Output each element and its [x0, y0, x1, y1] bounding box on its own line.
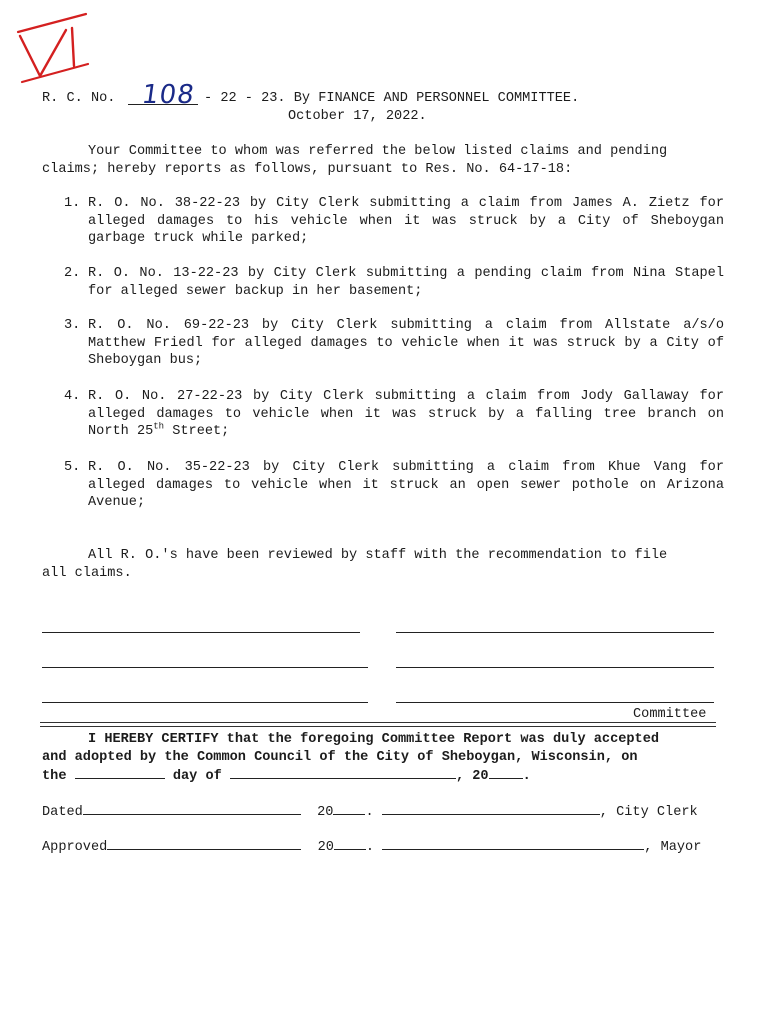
- rc-suffix: - 22 - 23. By FINANCE AND PERSONNEL COMMITTEE.: [204, 91, 580, 106]
- report-date: October 17, 2022.: [288, 109, 427, 124]
- signature-line-left-1: [42, 632, 360, 633]
- mayor-signature-blank: [382, 837, 644, 850]
- claim-text: R. O. No. 13-22-23 by City Clerk submitting a pending claim from Nina Stapel for alleged sewer backup in her basement;: [88, 266, 724, 299]
- claim-text: R. O. No. 38-22-23 by City Clerk submitting a claim from James A. Zietz for alleged damages to his vehicle when it was struck by a City of Sheboygan garbage truck while parked;: [88, 196, 724, 246]
- mayor-label: , Mayor: [644, 840, 702, 855]
- approved-year-blank: [334, 837, 366, 850]
- claim-number: 4.: [64, 389, 81, 404]
- certify-line-1: I HEREBY CERTIFY that the foregoing Committee Report was duly accepted: [88, 732, 660, 747]
- certify-period: .: [522, 769, 531, 784]
- claim-number: 1.: [64, 196, 81, 211]
- city-clerk-signature-blank: [382, 802, 600, 815]
- approved-blank: [107, 837, 301, 850]
- approved-period: .: [365, 840, 375, 855]
- approved-year: 20: [317, 840, 334, 855]
- approved-row: [42, 837, 701, 857]
- day-blank: [75, 766, 165, 779]
- year-blank: [489, 766, 523, 779]
- claim-text-main: R. O. No. 27-22-23 by City Clerk submitting a claim from Jody Gallaway for alleged damages to vehicle when it was struck by a falling tree branch on North 25: [88, 389, 724, 439]
- divider-rule-top: [40, 722, 716, 723]
- certify-comma-20: , 20: [455, 769, 489, 784]
- signature-line-right-3: [396, 702, 714, 703]
- dated-period: .: [365, 805, 374, 820]
- certify-the: the: [42, 769, 67, 784]
- claim-number: 3.: [64, 318, 81, 333]
- rc-number-underline: [128, 104, 198, 105]
- signature-line-left-3: [42, 702, 368, 703]
- certify-line-2: and adopted by the Common Council of the City of Sheboygan, Wisconsin, on: [42, 750, 638, 765]
- recommendation-line-1: All R. O.'s have been reviewed by staff with the recommendation to file: [88, 548, 668, 563]
- claim-text: R. O. No. 35-22-23 by City Clerk submitting a claim from Khue Vang for alleged damages to vehicle when it struck an open sewer pothole on Arizona Avenue;: [88, 460, 724, 510]
- month-blank: [230, 766, 456, 779]
- recommendation-line-2: all claims.: [42, 566, 132, 581]
- city-clerk-label: , City Clerk: [599, 805, 698, 820]
- signature-line-right-1: [396, 632, 714, 633]
- claim-number: 5.: [64, 460, 81, 475]
- claim-text: R. O. No. 69-22-23 by City Clerk submitting a claim from Allstate a/s/o Matthew Friedl for alleged damages to vehicle when it was struck by a City of Sheboygan bus;: [88, 318, 724, 368]
- certify-day-of: day of: [172, 769, 222, 784]
- divider-rule-bottom: [40, 726, 716, 727]
- dated-row: [42, 802, 698, 822]
- certify-line-3: [42, 766, 531, 786]
- signature-line-left-2: [42, 667, 368, 668]
- committee-label: Committee: [633, 707, 707, 722]
- dated-label: Dated: [42, 805, 83, 820]
- rc-prefix: R. C. No.: [42, 91, 116, 106]
- dated-blank: [83, 802, 301, 815]
- signature-line-right-2: [396, 667, 714, 668]
- approved-label: Approved: [42, 840, 108, 855]
- intro-line-2: claims; hereby reports as follows, pursuant to Res. No. 64-17-18:: [42, 162, 573, 177]
- dated-year: 20: [317, 805, 334, 820]
- dated-year-blank: [333, 802, 365, 815]
- intro-line-1: Your Committee to whom was referred the below listed claims and pending: [88, 144, 668, 159]
- claim-text: [88, 388, 724, 441]
- ordinal-suffix: th: [153, 421, 165, 432]
- claim-number: 2.: [64, 266, 81, 281]
- claim-text-end: Street;: [164, 424, 230, 439]
- roman-numeral-mark: [14, 6, 94, 96]
- rc-number-handwritten: 108: [139, 80, 197, 110]
